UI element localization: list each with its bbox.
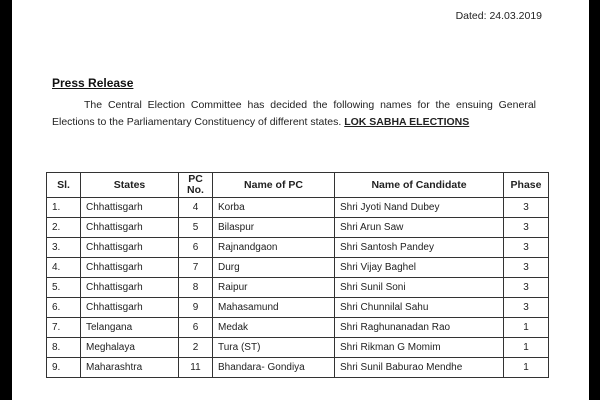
cell-pc-name: Raipur bbox=[213, 278, 335, 298]
cell-phase: 1 bbox=[504, 318, 549, 338]
table-row bbox=[47, 258, 549, 278]
header-sl: Sl. bbox=[47, 173, 81, 198]
cell-sl: 2. bbox=[47, 218, 81, 238]
cell-candidate: Shri Arun Saw bbox=[335, 218, 504, 238]
press-release-heading: Press Release bbox=[52, 76, 134, 90]
cell-pc-name: Bhandara- Gondiya bbox=[213, 358, 335, 378]
cell-phase: 1 bbox=[504, 358, 549, 378]
header-pc-no: PC No. bbox=[179, 173, 213, 198]
table-row bbox=[47, 358, 549, 378]
cell-phase: 1 bbox=[504, 338, 549, 358]
table-header-row bbox=[47, 173, 549, 198]
table-row bbox=[47, 278, 549, 298]
paragraph-text: The Central Election Committee has decided the following names for the ensuing General Elections to the Parliamentary Constituency of different states. bbox=[52, 99, 536, 128]
cell-pc-name: Medak bbox=[213, 318, 335, 338]
header-states: States bbox=[81, 173, 179, 198]
cell-pc-name: Korba bbox=[213, 198, 335, 218]
press-release-paragraph bbox=[52, 97, 536, 131]
cell-pc-no: 7 bbox=[179, 258, 213, 278]
cell-pc-name: Rajnandgaon bbox=[213, 238, 335, 258]
date-line: Dated: 24.03.2019 bbox=[455, 10, 542, 22]
cell-pc-no: 8 bbox=[179, 278, 213, 298]
cell-candidate: Shri Rikman G Momim bbox=[335, 338, 504, 358]
cell-state: Meghalaya bbox=[81, 338, 179, 358]
table-row bbox=[47, 238, 549, 258]
candidates-table bbox=[46, 172, 549, 378]
cell-state: Chhattisgarh bbox=[81, 218, 179, 238]
cell-candidate: Shri Vijay Baghel bbox=[335, 258, 504, 278]
cell-state: Chhattisgarh bbox=[81, 238, 179, 258]
table-row bbox=[47, 298, 549, 318]
cell-phase: 3 bbox=[504, 278, 549, 298]
cell-state: Chhattisgarh bbox=[81, 298, 179, 318]
cell-pc-name: Mahasamund bbox=[213, 298, 335, 318]
cell-state: Maharashtra bbox=[81, 358, 179, 378]
cell-pc-name: Durg bbox=[213, 258, 335, 278]
cell-state: Chhattisgarh bbox=[81, 258, 179, 278]
cell-pc-no: 9 bbox=[179, 298, 213, 318]
cell-sl: 6. bbox=[47, 298, 81, 318]
cell-sl: 4. bbox=[47, 258, 81, 278]
cell-pc-no: 6 bbox=[179, 238, 213, 258]
table-row bbox=[47, 338, 549, 358]
header-candidate: Name of Candidate bbox=[335, 173, 504, 198]
cell-candidate: Shri Sunil Soni bbox=[335, 278, 504, 298]
cell-candidate: Shri Jyoti Nand Dubey bbox=[335, 198, 504, 218]
cell-sl: 3. bbox=[47, 238, 81, 258]
cell-phase: 3 bbox=[504, 298, 549, 318]
cell-sl: 1. bbox=[47, 198, 81, 218]
cell-candidate: Shri Santosh Pandey bbox=[335, 238, 504, 258]
cell-state: Chhattisgarh bbox=[81, 278, 179, 298]
cell-phase: 3 bbox=[504, 198, 549, 218]
cell-candidate: Shri Sunil Baburao Mendhe bbox=[335, 358, 504, 378]
header-pc-name: Name of PC bbox=[213, 173, 335, 198]
cell-pc-no: 5 bbox=[179, 218, 213, 238]
cell-state: Chhattisgarh bbox=[81, 198, 179, 218]
cell-phase: 3 bbox=[504, 218, 549, 238]
cell-candidate: Shri Chunnilal Sahu bbox=[335, 298, 504, 318]
cell-state: Telangana bbox=[81, 318, 179, 338]
cell-phase: 3 bbox=[504, 258, 549, 278]
table-row bbox=[47, 318, 549, 338]
cell-candidate: Shri Raghunanadan Rao bbox=[335, 318, 504, 338]
cell-pc-no: 2 bbox=[179, 338, 213, 358]
cell-pc-name: Tura (ST) bbox=[213, 338, 335, 358]
table-row bbox=[47, 218, 549, 238]
document-page bbox=[12, 0, 589, 400]
table-row bbox=[47, 198, 549, 218]
cell-pc-no: 4 bbox=[179, 198, 213, 218]
cell-sl: 9. bbox=[47, 358, 81, 378]
cell-pc-no: 6 bbox=[179, 318, 213, 338]
cell-sl: 8. bbox=[47, 338, 81, 358]
cell-pc-no: 11 bbox=[179, 358, 213, 378]
header-phase: Phase bbox=[504, 173, 549, 198]
cell-sl: 5. bbox=[47, 278, 81, 298]
paragraph-emphasis: LOK SABHA ELECTIONS bbox=[344, 116, 470, 128]
cell-sl: 7. bbox=[47, 318, 81, 338]
cell-phase: 3 bbox=[504, 238, 549, 258]
cell-pc-name: Bilaspur bbox=[213, 218, 335, 238]
